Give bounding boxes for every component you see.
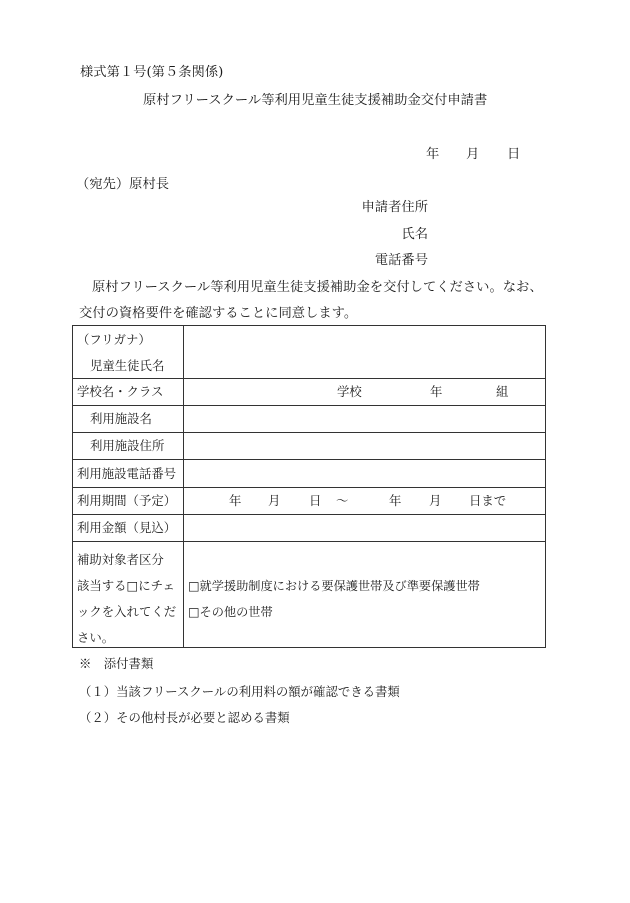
date-day: 日 xyxy=(507,147,521,162)
request-line-1: 原村フリースクール等利用児童生徒支援補助金を交付してください。なお、 xyxy=(92,280,543,295)
date-year: 年 xyxy=(426,147,440,162)
applicant-phone-label: 電話番号 xyxy=(374,253,428,268)
period-from-year: 年 xyxy=(229,493,242,508)
table-row-facility-address xyxy=(73,432,545,459)
amount-value-cell xyxy=(184,515,545,541)
category-label-cell xyxy=(73,542,184,647)
school-label: 学校名・クラス xyxy=(73,379,184,405)
attachment-item: （２）その他村長が必要と認める書類 xyxy=(79,710,290,725)
grade-suffix: 年 xyxy=(430,384,443,399)
category-options-cell xyxy=(184,542,545,647)
applicant-name-label: 氏名 xyxy=(401,227,428,242)
category-label-lines xyxy=(77,547,176,651)
period-separator: ～ xyxy=(336,493,349,508)
amount-label: 利用金額（見込） xyxy=(73,515,184,541)
attachment-item: （１）当該フリースクールの利用料の額が確認できる書類 xyxy=(79,684,400,699)
form-number: 様式第１号(第５条関係) xyxy=(80,65,224,80)
category-option-assistance-household: □就学援助制度における要保護世帯及び準要保護世帯 xyxy=(188,579,480,593)
table-row-facility-phone xyxy=(73,459,545,487)
furigana-label: （フリガナ） xyxy=(77,332,151,347)
period-value-cell xyxy=(184,488,545,514)
table-row-student-name xyxy=(73,326,545,378)
facility-address-label: 利用施設住所 xyxy=(73,433,184,459)
facility-address-value-cell xyxy=(184,433,545,459)
table-row-amount xyxy=(73,514,545,541)
category-options xyxy=(188,573,480,625)
period-to-year: 年 xyxy=(389,493,402,508)
category-label-line: さい。 xyxy=(77,630,115,645)
period-to-month: 月 xyxy=(429,493,442,508)
class-suffix: 組 xyxy=(496,384,509,399)
table-row-category xyxy=(73,541,545,647)
period-to-day: 日まで xyxy=(469,493,507,508)
category-label-line: ックを入れてくだ xyxy=(77,604,177,619)
attachments-heading: ※ 添付書類 xyxy=(79,656,154,671)
period-from-month: 月 xyxy=(268,493,281,508)
facility-name-value-cell xyxy=(184,406,545,432)
category-option-other-household: □その他の世帯 xyxy=(188,605,273,619)
facility-phone-value-cell xyxy=(184,460,545,487)
date-month: 月 xyxy=(466,147,480,162)
student-name-label-cell xyxy=(73,326,184,378)
applicant-address-label: 申請者住所 xyxy=(361,200,428,215)
category-label-line: 補助対象者区分 xyxy=(77,552,164,567)
addressee: （宛先）原村長 xyxy=(76,177,170,192)
table-row-school xyxy=(73,378,545,405)
request-line-2: 交付の資格要件を確認することに同意します。 xyxy=(79,306,358,321)
facility-phone-label: 利用施設電話番号 xyxy=(73,460,184,487)
document-title: 原村フリースクール等利用児童生徒支援補助金交付申請書 xyxy=(143,93,488,108)
student-name-label: 児童生徒氏名 xyxy=(90,358,165,373)
period-label: 利用期間（予定） xyxy=(73,488,184,514)
school-suffix: 学校 xyxy=(337,384,362,399)
facility-name-label: 利用施設名 xyxy=(73,406,184,432)
school-value-cell xyxy=(184,379,545,405)
category-label-line: 該当する□にチェ xyxy=(77,578,176,593)
student-name-value-cell xyxy=(184,326,545,378)
table-row-facility-name xyxy=(73,405,545,432)
application-table xyxy=(72,325,546,648)
table-row-period xyxy=(73,487,545,514)
period-from-day: 日 xyxy=(309,493,322,508)
